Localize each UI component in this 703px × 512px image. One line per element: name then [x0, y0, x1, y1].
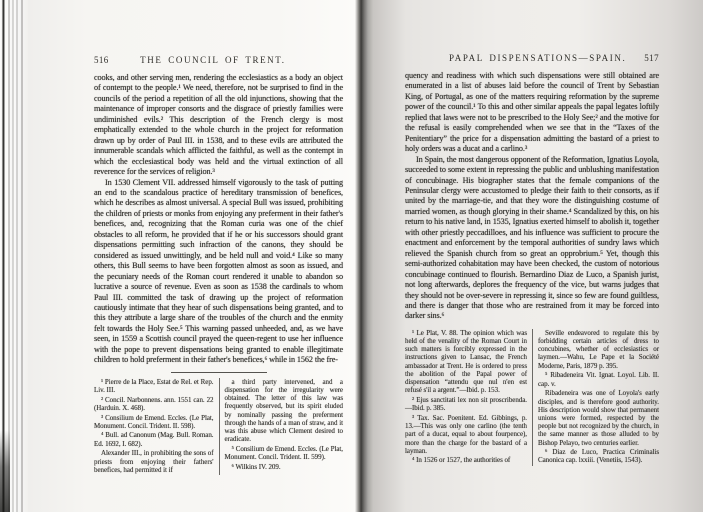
- left-page-number: 516: [94, 55, 109, 65]
- left-running-header: THE COUNCIL OF TRENT.: [140, 55, 286, 65]
- left-page-header: [94, 55, 343, 65]
- footnote: ³ Tax. Sac. Poenitent. Ed. Gibbings, p. 13.—This was only one carlino (the tenth part of a ducat, equal to about fourpence), more than the charge for the bastard of a layman.: [405, 413, 527, 455]
- right-running-header: PAPAL DISPENSATIONS—SPAIN.: [448, 53, 627, 63]
- right-page-number: 517: [644, 53, 659, 63]
- right-footnotes: [405, 329, 659, 466]
- right-page-header: [405, 53, 659, 63]
- right-footnote-column-2: [532, 329, 659, 466]
- footnote: ⁶ Wilkins IV. 209.: [231, 462, 281, 471]
- footnote: ² Ejus sanctitati lex non sit proscribenda.—Ibid. p. 385.: [405, 396, 527, 413]
- footnote: ¹ Le Plat, V. 88. The opinion which was held of the venality of the Roman Court in such matters is forcibly expressed in the instructions given to Lansac, the French ambassador at Trent. He is ordered to press the abolition of the Papal power of dispensation “attendu que nul n'en est refusé s'il a argent.”—Ibid. p. 153.: [405, 328, 527, 395]
- page-edge-smudge: [0, 430, 10, 512]
- left-body-text: [94, 73, 343, 366]
- body-paragraph: cooks, and other serving men, rendering the ecclesiastics as a body an object of contempt to the people.¹ We need, therefore, not be surprised to find in the councils of the period a repetition of all the old injunctions, showing that the maintenance of improper consorts and the disgrace of priestly families were undiminished evils.² This description of the French clergy is most emphatically extended to the whole church in the project for reformation drawn up by order of Paul III. in 1538, and to these evils are attributed the innumerable scandals which afflicted the faithful, as well as the contempt in which the ecclesiastical body was held and the virtual extinction of all reverence for the services of religion.³: [94, 73, 343, 177]
- body-paragraph: In Spain, the most dangerous opponent of the Reformation, Ignatius Loyola, succeeded to some extent in repressing the public and unblushing manifestation of concubinage. His biographer states that the female companions of the Peninsular clergy were accustomed to pledge their faith to their consorts, as if united by the marriage-tie, and that they wore the distinguishing costume of married women, as though glorying in their shame.⁴ Scandalized by this, on his return to his native land, in 1535, Ignatius exerted himself to abolish it, together with other priestly peccadilloes, and his influence was sufficient to procure the enactment and enforcement by the temporal authorities of sundry laws which relieved the Spanish church from so great an opprobrium.⁵ Yet, though this semi-authorized cohabitation may have been checked, the custom of notorious concubinage continued to flourish. Bernardino Diaz de Luco, a Spanish jurist, not long afterwards, deplores the frequency of the vice, but warns judges that they should not be over-severe in repressing it, since so few are found guiltless, and there is danger that those who are restrained from it may be forced into darker sins.⁶: [405, 154, 659, 321]
- footnote-rule: [171, 372, 267, 373]
- footnote: ⁶ Diaz de Luco, Practica Criminalis Canonica cap. lxxiii. (Venetiis, 1543).: [538, 448, 659, 465]
- right-body-text: [405, 71, 659, 322]
- footnote: ⁵ Ribadeneira Vit. Ignat. Loyol. Lib. II. cap. v.: [538, 371, 659, 388]
- book-gutter: [355, 0, 373, 512]
- left-page: [28, 0, 356, 512]
- footnote-continuation: Alexander III., in prohibiting the sons of priests from enjoying their fathers' benefices, had permitted it if: [94, 449, 214, 474]
- left-footnotes: [94, 378, 343, 476]
- footnote-comment: Ribadeneira was one of Loyola's early disciples, and is therefore good authority. His description would show that permanent unions were formed, respected by the people but not recognized by the church, in the same manner as those alluded to by Bishop Pelayo, two centuries earlier.: [538, 389, 659, 447]
- footnote: ⁴ In 1526 or 1527, the authorities of: [412, 456, 511, 465]
- right-page: [373, 0, 703, 512]
- footnote-continuation: a third party intervened, and a dispensation for the irregularity were obtained. The letter of this law was frequently observed, but its spirit eluded by nominally passing the preferment through the hands of a man of straw, and it was this abuse which Clement desired to eradicate.: [224, 377, 343, 444]
- footnote: ¹ Pierre de la Place, Estat de Rel. et Rep. Liv. III.: [94, 377, 214, 394]
- left-footnote-column-2: [219, 378, 344, 476]
- body-paragraph: In 1530 Clement VII. addressed himself vigorously to the task of putting an end to the scandalous practice of hereditary transmission of benefices, which he describes as almost universal. A special Bull was issued, prohibiting the children of priests or monks from enjoying any preferment in their father's benefices, and, recognizing that the Roman curia was one of the chief obstacles to all reform, he provided that if he or his successors should grant dispensations permitting such infraction of the canons, they should be considered as issued unwittingly, and be held null and void.⁴ Like so many others, this Bull seems to have been forgotten almost as soon as issued, and the pecuniary needs of the Roman court rendered it unable to abandon so lucrative a source of revenue. Even as soon as 1538 the cardinals to whom Paul III. committed the task of drawing up the project of reformation cautiously intimate that they hear of such dispensations being granted, and to this they attribute a large share of the troubles of the church and the enmity felt towards the Holy See.⁵ This warning passed unheeded, and, as we have seen, in 1559 a Scottish council prayed the queen-regent to use her influence with the pope to prevent dispensations being granted to enable illegitimate children to hold preferment in their father's benefices,⁶ while in 1562 the fre-: [94, 177, 343, 365]
- body-paragraph: quency and readiness with which such dispensations were still obtained are enumerated in a list of abuses laid before the council of Trent by Sebastian King, of Portugal, as one of the matters requiring reformation by the supreme power of the council.¹ To this and other similar appeals the papal legates loftily replied that laws were not to be prescribed to the Holy See;² and the motive for the refusal is easily comprehended when we see that in the “Taxes of the Penitentiary” the price for a dispensation admitting the bastard of a priest to holy orders was a ducat and a carlino.³: [405, 71, 659, 154]
- right-footnote-column-1: [405, 329, 532, 466]
- footnote: ⁵ Consilium de Emend. Eccles. (Le Plat, Monument. Concil. Trident. II. 599).: [224, 444, 343, 462]
- left-footnote-column-1: [94, 378, 219, 476]
- footnote: ² Concil. Narbonnens. ann. 1551 can. 22 (Harduin. X. 468).: [94, 395, 214, 412]
- footnote: ³ Consilium de Emend. Eccles. (Le Plat, Monument. Concil. Trident. II. 598).: [94, 413, 214, 430]
- footnote: ⁴ Bull. ad Canonum (Mag. Bull. Roman. Ed. 1692, I. 682).: [94, 431, 214, 448]
- footnote-continuation: Seville endeavored to regulate this by forbidding certain articles of dress to concubines, whether of ecclesiastics or laymen.—Wahu, Le Pape et la Société Moderne, Paris, 1879 p. 395.: [538, 328, 659, 370]
